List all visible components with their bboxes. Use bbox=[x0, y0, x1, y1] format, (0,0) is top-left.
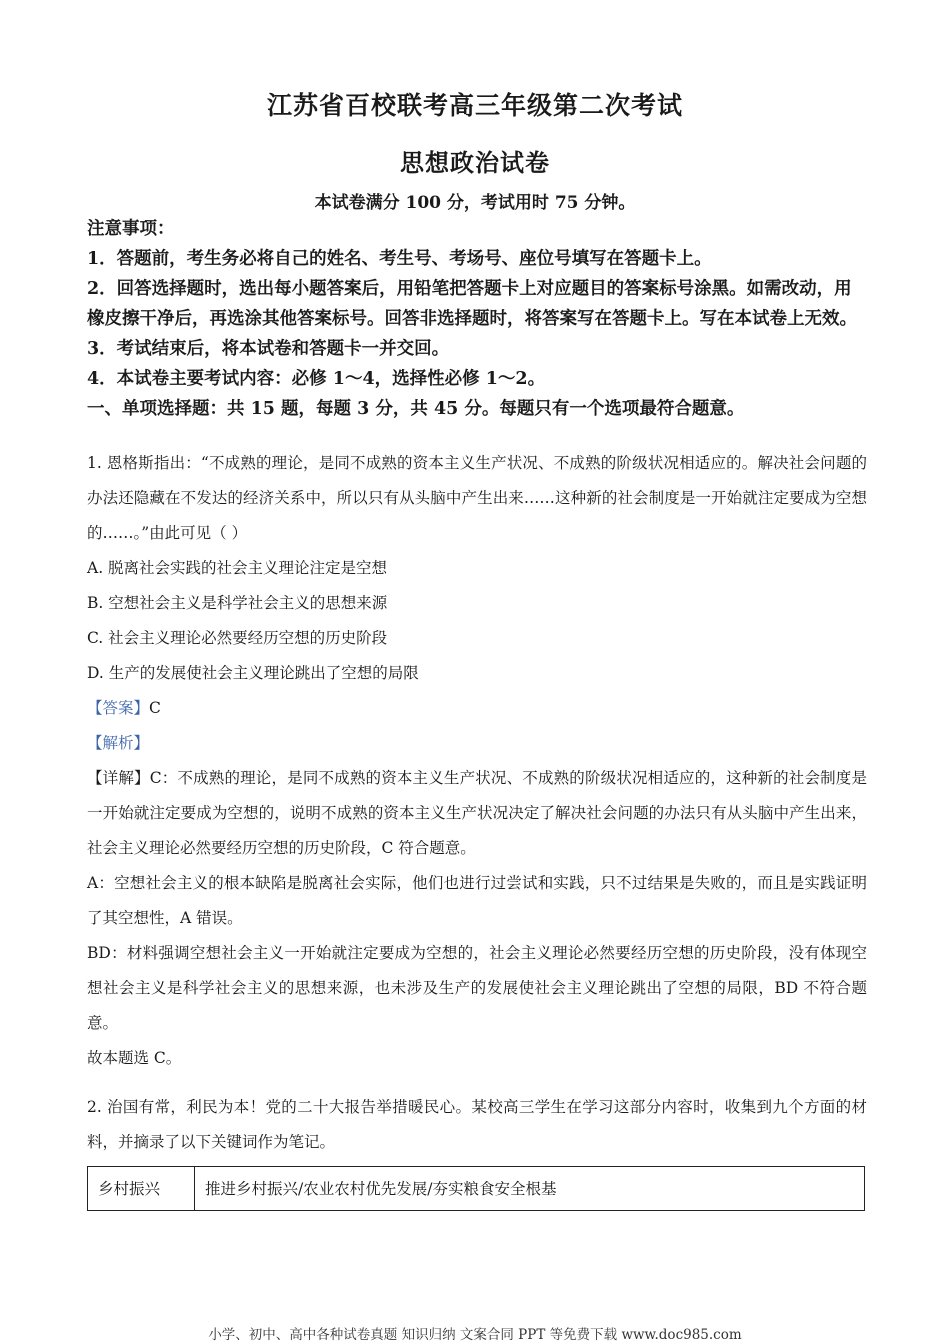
table-row bbox=[88, 1167, 865, 1211]
explain-a: A：空想社会主义的根本缺陷是脱离社会实际，他们也进行过尝试和实践，只不过结果是失败的，而且是实践证明了其空想性，A 错误。 bbox=[87, 874, 867, 927]
question-1 bbox=[87, 446, 867, 1076]
option-c: C. 社会主义理论必然要经历空想的历史阶段 bbox=[87, 629, 388, 647]
instructions-heading: 注意事项： bbox=[87, 219, 175, 239]
option-a: A. 脱离社会实践的社会主义理论注定是空想 bbox=[87, 559, 388, 577]
detail-text: C：不成熟的理论，是同不成熟的资本主义生产状况、不成熟的阶级状况相适应的，这种新的社会制度是一开始就注定要成为空想的，说明不成熟的资本主义生产状况决定了解决社会问题的办法只有从头脑中产生出来，社会主义理论必然要经历空想的历史阶段，C 符合题意。 bbox=[87, 769, 867, 857]
question-stem: 1. 恩格斯指出：“不成熟的理论，是同不成熟的资本主义生产状况、不成熟的阶级状况相适应的。解决社会问题的办法还隐藏在不发达的经济关系中，所以只有从头脑中产生出来……这种新的社会制度是一开始就注定要成为空想的……。”由此可见（ ） bbox=[87, 454, 867, 542]
question-stem: 2. 治国有常，利民为本！党的二十大报告举措暖民心。某校高三学生在学习这部分内容时，收集到九个方面的材料，并摘录了以下关键词作为笔记。 bbox=[87, 1098, 867, 1151]
detail-paragraph bbox=[87, 761, 867, 866]
conclusion: 故本题选 C。 bbox=[87, 1049, 182, 1067]
footer-text: 小学、初中、高中各种试卷真题 知识归纳 文案合同 PPT 等免费下载 www.doc985.com bbox=[208, 1327, 742, 1343]
instruction-item: 4．本试卷主要考试内容：必修 1～4，选择性必修 1～2。 bbox=[87, 369, 546, 389]
option-b: B. 空想社会主义是科学社会主义的思想来源 bbox=[87, 594, 388, 612]
exam-title: 江苏省百校联考高三年级第二次考试 bbox=[266, 91, 683, 120]
exam-subject: 思想政治试卷 bbox=[400, 148, 550, 177]
option-d: D. 生产的发展使社会主义理论跳出了空想的局限 bbox=[87, 664, 419, 682]
section-heading: 一、单项选择题：共 15 题，每题 3 分，共 45 分。每题只有一个选项最符合题意。 bbox=[87, 399, 745, 419]
answer-line bbox=[87, 691, 867, 726]
instruction-item: 2．回答选择题时，选出每小题答案后，用铅笔把答题卡上对应题目的答案标号涂黑。如需改动，用橡皮擦干净后，再选涂其他答案标号。回答非选择题时，将答案写在答题卡上。写在本试卷上无效。 bbox=[87, 279, 857, 329]
table-cell-topic: 乡村振兴 bbox=[88, 1167, 195, 1211]
exam-note: 本试卷满分 100 分，考试用时 75 分钟。 bbox=[314, 193, 636, 213]
instructions bbox=[87, 214, 867, 424]
keywords-table bbox=[87, 1166, 865, 1211]
instruction-item: 3．考试结束后，将本试卷和答题卡一并交回。 bbox=[87, 339, 450, 359]
question-2 bbox=[87, 1090, 867, 1160]
answer-value: C bbox=[149, 699, 161, 717]
answer-label: 【答案】 bbox=[87, 699, 150, 717]
explain-bd: BD：材料强调空想社会主义一开始就注定要成为空想的，社会主义理论必然要经历空想的历史阶段，没有体现空想社会主义是科学社会主义的思想来源，也未涉及生产的发展使社会主义理论跳出了空想的局限，BD 不符合题意。 bbox=[87, 944, 867, 1032]
table-cell-keywords: 推进乡村振兴/农业农村优先发展/夯实粮食安全根基 bbox=[195, 1167, 865, 1211]
analysis-label: 【解析】 bbox=[87, 734, 150, 752]
instruction-item: 1．答题前，考生务必将自己的姓名、考生号、考场号、座位号填写在答题卡上。 bbox=[87, 249, 712, 269]
detail-label: 【详解】 bbox=[87, 769, 150, 787]
